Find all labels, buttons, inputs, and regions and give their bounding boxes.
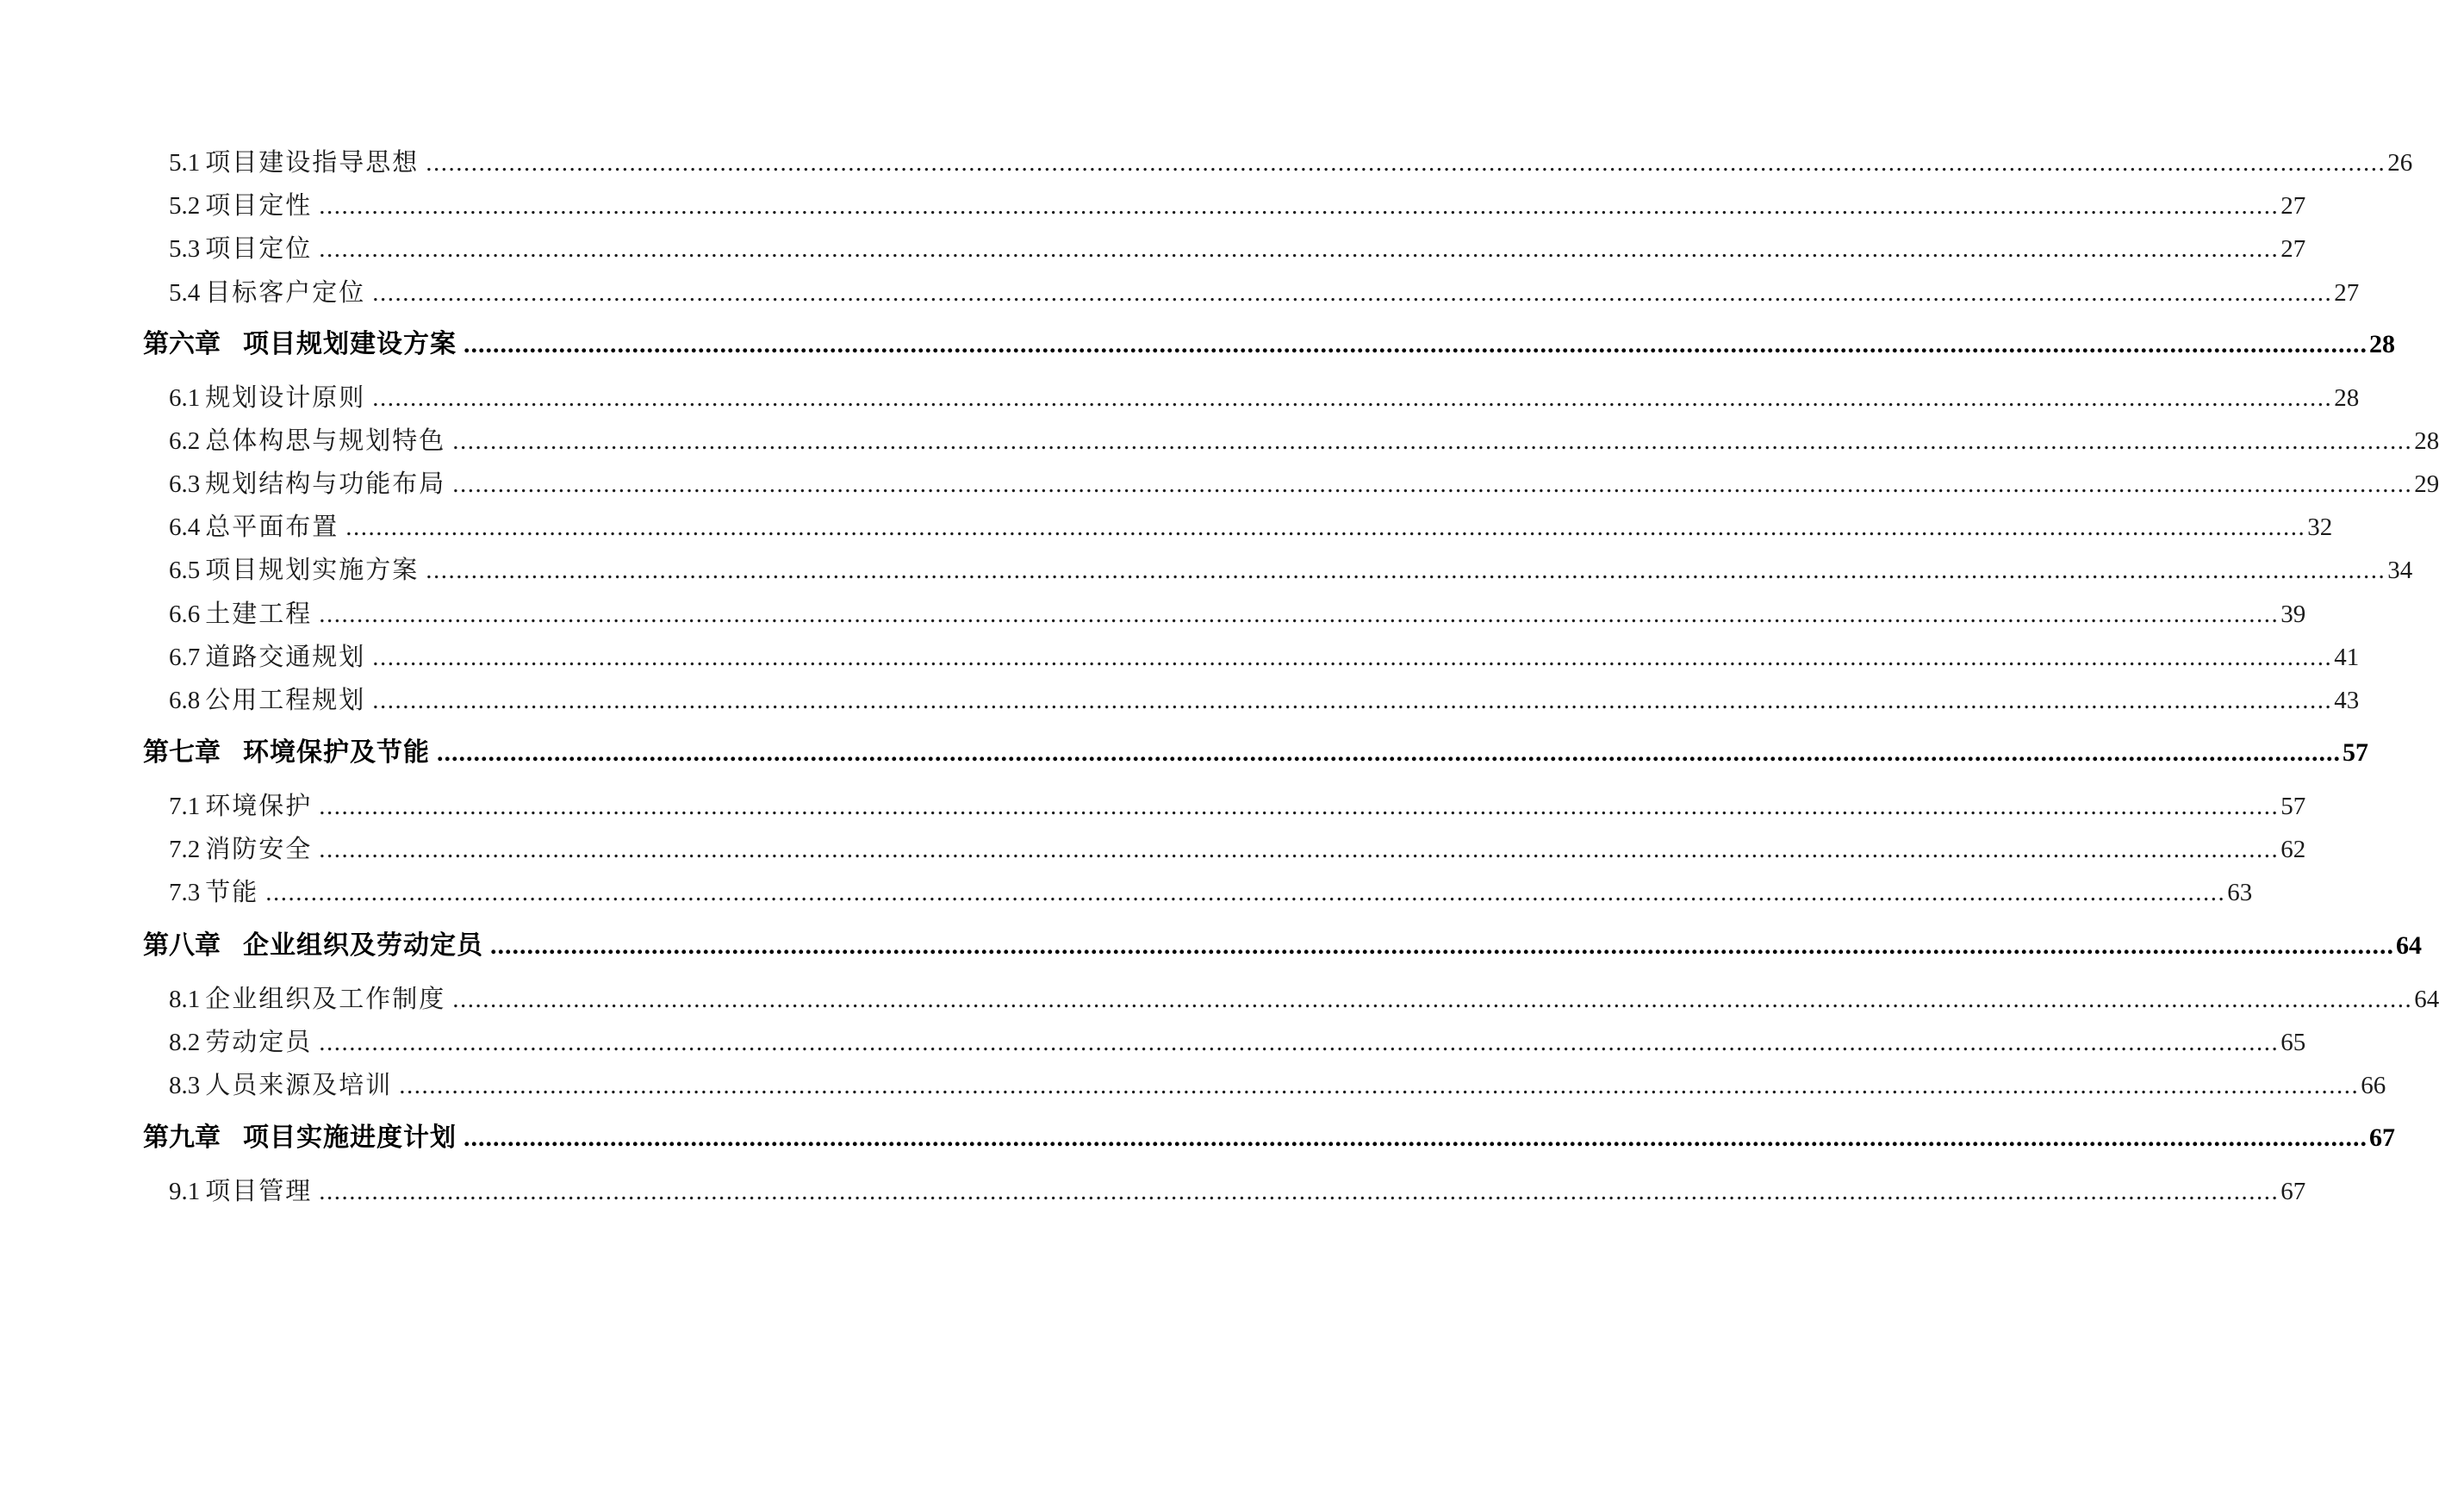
- toc-entry-number: 9.1: [169, 1178, 201, 1205]
- toc-chapter-entry[interactable]: [143, 1116, 2395, 1154]
- toc-entry-page-number: 39: [2280, 600, 2306, 628]
- toc-section-entry[interactable]: [169, 980, 2439, 1014]
- toc-entry-page-number: 32: [2307, 513, 2333, 541]
- toc-entry-number: 7.3: [169, 879, 201, 906]
- toc-entry-page-number: 66: [2361, 1072, 2386, 1099]
- toc-section-entry[interactable]: [169, 421, 2439, 456]
- toc-section-entry[interactable]: [169, 1172, 2306, 1206]
- toc-entry-title: 消防安全: [205, 834, 313, 863]
- toc-entry-title: 环境保护: [205, 791, 313, 820]
- toc-entry-page-number: 64: [2414, 986, 2439, 1013]
- toc-entry-page-number: 27: [2280, 192, 2306, 220]
- toc-section-entry[interactable]: [169, 143, 2413, 177]
- toc-entry-number: 第九章: [143, 1123, 221, 1153]
- toc-entry-title: 总平面布置: [205, 512, 339, 541]
- toc-entry-title: 规划结构与功能布局: [205, 469, 446, 498]
- toc-entry-page-number: 28: [2414, 427, 2439, 455]
- toc-section-entry[interactable]: [169, 787, 2306, 821]
- toc-entry-title: 总体构思与规划特色: [205, 426, 446, 455]
- toc-dot-leader: ....................................................................................................................................................................................................................................................................: [464, 330, 2367, 358]
- toc-section-entry[interactable]: [169, 551, 2413, 585]
- toc-dot-leader: ....................................................................................................................................................................................................................................................................: [319, 235, 2280, 263]
- toc-entry-number: 6.4: [169, 513, 201, 541]
- toc-entry-title: 企业组织及劳动定员: [243, 930, 483, 961]
- toc-chapter-entry[interactable]: [143, 924, 2422, 961]
- toc-dot-leader: ....................................................................................................................................................................................................................................................................: [372, 279, 2333, 307]
- toc-entry-page-number: 26: [2387, 149, 2413, 177]
- toc-entry-number: 8.3: [169, 1072, 201, 1099]
- toc-section-entry[interactable]: [169, 594, 2306, 629]
- toc-entry-page-number: 29: [2414, 470, 2439, 498]
- toc-entry-title: 项目实施进度计划: [243, 1123, 457, 1153]
- toc-entry-title: 项目规划实施方案: [205, 555, 420, 584]
- toc-dot-leader: ....................................................................................................................................................................................................................................................................: [319, 1178, 2280, 1205]
- toc-dot-leader: ....................................................................................................................................................................................................................................................................: [426, 149, 2386, 177]
- toc-entry-page-number: 67: [2280, 1178, 2306, 1205]
- toc-dot-leader: ....................................................................................................................................................................................................................................................................: [490, 931, 2394, 960]
- toc-entry-page-number: 67: [2369, 1123, 2395, 1152]
- toc-entry-page-number: 43: [2334, 687, 2360, 714]
- toc-dot-leader: ....................................................................................................................................................................................................................................................................: [345, 513, 2306, 541]
- toc-entry-number: 第八章: [143, 930, 221, 961]
- toc-section-entry[interactable]: [169, 229, 2306, 264]
- toc-chapter-entry[interactable]: [143, 322, 2395, 360]
- toc-dot-leader: ....................................................................................................................................................................................................................................................................: [452, 986, 2413, 1013]
- toc-entry-title: 项目管理: [205, 1176, 313, 1205]
- toc-entry-page-number: 62: [2280, 836, 2306, 863]
- toc-entry-title: 道路交通规划: [205, 642, 366, 671]
- toc-section-entry[interactable]: [169, 638, 2360, 672]
- toc-chapter-entry[interactable]: [143, 731, 2368, 768]
- toc-entry-number: 6.3: [169, 470, 201, 498]
- toc-entry-page-number: 41: [2334, 644, 2360, 671]
- toc-entry-title: 环境保护及节能: [243, 737, 430, 768]
- toc-entry-title: 节能: [205, 877, 259, 906]
- toc-section-entry[interactable]: [169, 681, 2360, 715]
- toc-entry-title: 公用工程规划: [205, 685, 366, 714]
- toc-entry-number: 6.7: [169, 644, 201, 671]
- toc-entry-number: 第六章: [143, 329, 221, 359]
- toc-entry-number: 6.6: [169, 600, 201, 628]
- toc-entry-number: 5.3: [169, 235, 201, 263]
- toc-entry-page-number: 57: [2280, 793, 2306, 820]
- toc-entry-title: 人员来源及培训: [205, 1070, 393, 1099]
- toc-dot-leader: ....................................................................................................................................................................................................................................................................: [372, 384, 2333, 412]
- toc-entry-page-number: 65: [2280, 1029, 2306, 1056]
- toc-entry-number: 5.1: [169, 149, 201, 177]
- toc-entry-title: 企业组织及工作制度: [205, 984, 446, 1013]
- toc-section-entry[interactable]: [169, 1066, 2386, 1100]
- toc-entry-number: 7.1: [169, 793, 201, 820]
- toc-dot-leader: ....................................................................................................................................................................................................................................................................: [399, 1072, 2360, 1099]
- toc-entry-page-number: 63: [2227, 879, 2253, 906]
- toc-entry-title: 项目定性: [205, 190, 313, 220]
- toc-dot-leader: ....................................................................................................................................................................................................................................................................: [319, 600, 2280, 628]
- toc-entry-number: 7.2: [169, 836, 201, 863]
- toc-dot-leader: ....................................................................................................................................................................................................................................................................: [319, 836, 2280, 863]
- toc-entry-title: 项目建设指导思想: [205, 147, 420, 177]
- toc-entry-title: 规划设计原则: [205, 383, 366, 412]
- toc-entry-title: 目标客户定位: [205, 277, 366, 307]
- toc-entry-number: 第七章: [143, 737, 221, 768]
- toc-dot-leader: ....................................................................................................................................................................................................................................................................: [319, 793, 2280, 820]
- toc-section-entry[interactable]: [169, 507, 2333, 542]
- toc-entry-number: 8.2: [169, 1029, 201, 1056]
- toc-dot-leader: ....................................................................................................................................................................................................................................................................: [372, 644, 2333, 671]
- toc-dot-leader: ....................................................................................................................................................................................................................................................................: [437, 738, 2341, 767]
- toc-entry-number: 5.4: [169, 279, 201, 307]
- toc-section-entry[interactable]: [169, 378, 2360, 413]
- toc-entry-page-number: 28: [2369, 330, 2395, 358]
- toc-section-entry[interactable]: [169, 1023, 2306, 1057]
- toc-entry-number: 6.5: [169, 557, 201, 584]
- toc-entry-title: 土建工程: [205, 599, 313, 628]
- toc-entry-page-number: 28: [2334, 384, 2360, 412]
- toc-entry-number: 6.8: [169, 687, 201, 714]
- toc-dot-leader: ....................................................................................................................................................................................................................................................................: [426, 557, 2386, 584]
- toc-section-entry[interactable]: [169, 273, 2360, 308]
- toc-entry-title: 项目定位: [205, 233, 313, 263]
- toc-entry-number: 5.2: [169, 192, 201, 220]
- toc-dot-leader: ....................................................................................................................................................................................................................................................................: [464, 1123, 2367, 1152]
- toc-entry-page-number: 27: [2334, 279, 2360, 307]
- toc-dot-leader: ....................................................................................................................................................................................................................................................................: [319, 192, 2280, 220]
- toc-section-entry[interactable]: [169, 873, 2253, 907]
- toc-entry-number: 8.1: [169, 986, 201, 1013]
- toc-entry-title: 项目规划建设方案: [243, 329, 457, 359]
- toc-dot-leader: ....................................................................................................................................................................................................................................................................: [452, 427, 2413, 455]
- toc-dot-leader: ....................................................................................................................................................................................................................................................................: [265, 879, 2226, 906]
- toc-entry-number: 6.1: [169, 384, 201, 412]
- toc-entry-page-number: 64: [2396, 931, 2422, 960]
- toc-entry-page-number: 27: [2280, 235, 2306, 263]
- toc-entry-page-number: 57: [2343, 738, 2368, 767]
- toc-entry-page-number: 34: [2387, 557, 2413, 584]
- toc-section-entry[interactable]: [169, 464, 2439, 499]
- toc-dot-leader: ....................................................................................................................................................................................................................................................................: [372, 687, 2333, 714]
- toc-dot-leader: ....................................................................................................................................................................................................................................................................: [319, 1029, 2280, 1056]
- toc-section-entry[interactable]: [169, 186, 2306, 221]
- toc-entry-title: 劳动定员: [205, 1027, 313, 1056]
- toc-entry-number: 6.2: [169, 427, 201, 455]
- toc-section-entry[interactable]: [169, 830, 2306, 864]
- toc-dot-leader: ....................................................................................................................................................................................................................................................................: [452, 470, 2413, 498]
